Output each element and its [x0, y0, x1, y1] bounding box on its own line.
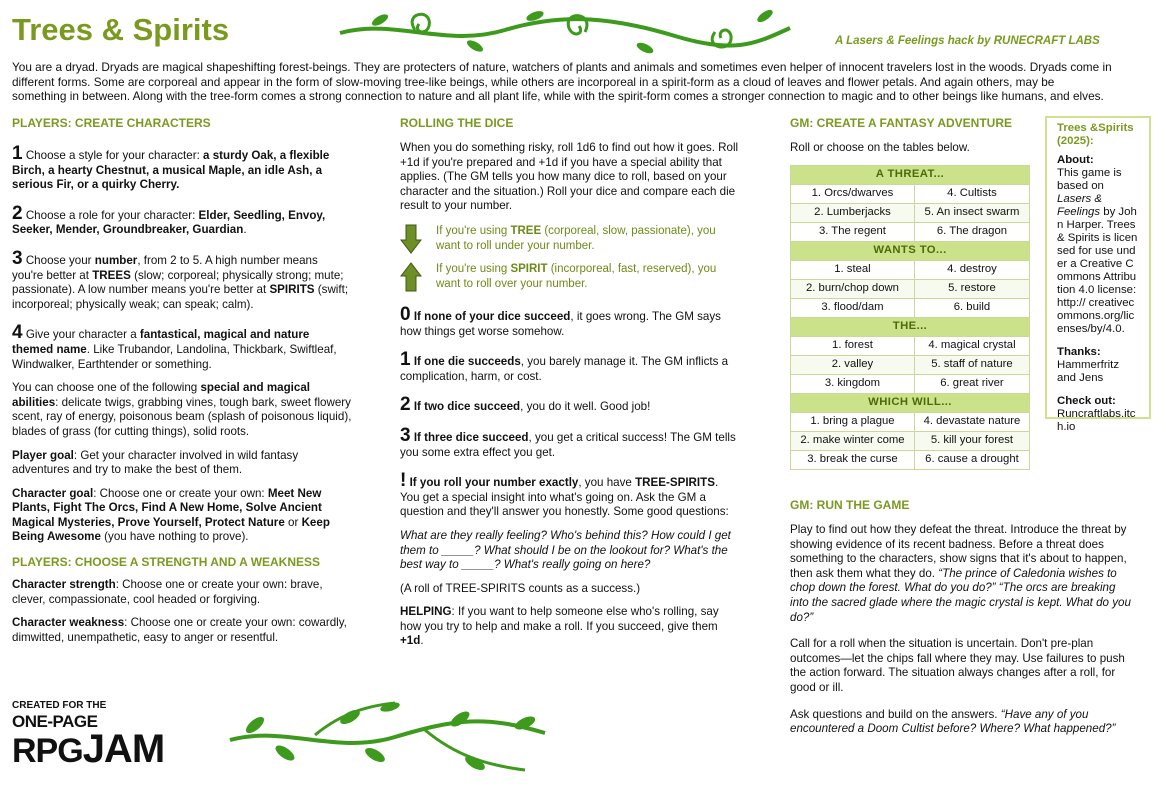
thanks-label: Thanks:: [1057, 346, 1101, 358]
arrow-up-icon: [400, 262, 422, 292]
run-paragraph-2: Call for a roll when the situation is uncertain. Don't pre-plan outcomes—let the chips fall where they may. Use failures to push the action forward. The situation always changes after a roll, for good or ill.: [790, 637, 1125, 694]
character-weakness: Character weakness: Choose one or create your own: cowardly, dimwitted, unempathetic, easy to anger or resentful.: [12, 616, 347, 644]
which-header: WHICH WILL...: [791, 393, 1030, 412]
step-4: 4 Give your character a fantastical, magical and nature themed name. Like Trubandor, Landolina, Thickbark, Swiftleaf, Windwalker, Earthtender or something.: [12, 322, 337, 371]
result-one: 1 If one die succeeds, you barely manage it. The GM inflicts a complication, harm, or cost.: [400, 349, 729, 383]
table-cell: 6. cause a drought: [914, 450, 1029, 469]
table-cell: 2. burn/chop down: [791, 279, 915, 298]
about-label: About:: [1057, 154, 1094, 166]
players-column: [12, 115, 352, 654]
table-cell: 3. The regent: [791, 222, 915, 241]
result-two: 2 If two dice succeed, you do it well. Good job!: [400, 394, 651, 416]
dice-intro: When you do something risky, roll 1d6 to find out how it goes. Roll +1d if you're prepared and +1d if you have a special ability that applies. (The GM tells you how many dice to roll, based on your character and the situation.) Roll your dice and compare each die result to your number.: [400, 141, 739, 213]
character-goal: Character goal: Choose one or create your own: Meet New Plants, Fight The Orcs, Find A New Home, Solve Ancient Magical Mysteries, Prove Yourself, Protect Nature or Keep Being Awesome (you have nothing to prove).: [12, 486, 330, 544]
gm-intro: Roll or choose on the tables below.: [790, 141, 970, 154]
run-game-section: [790, 497, 1135, 746]
thanks-text: Hammerfritz and Jens: [1057, 359, 1120, 384]
helping-rule: HELPING: If you want to help someone else who's rolling, say how you try to help and make a roll. If you succeed, give them +1d.: [400, 605, 719, 648]
intro-paragraph: You are a dryad. Dryads are magical shapeshifting forest-beings. They are protecters of nature, watchers of plants and animals and sometimes even helper of innocent travelers lost in the woods. Dryads come in different forms. Some are corporeal and appear in the form of slow-moving tree-like beings, while others are incorporeal in a spirit-form as a cloud of leaves and flower petals. And again others, may be something in between. Along with the tree-form comes a strong connection to nature and all plant life, while with the spirit-form comes a stronger connection to magic and to other beings like humans, and elves.: [12, 60, 1112, 104]
tree-rule: If you're using TREE (corporeal, slow, passionate), you want to roll under your number.: [400, 224, 740, 256]
table-cell: 5. restore: [914, 279, 1029, 298]
character-strength: Character strength: Choose one or create your own: brave, clever, compassionate, cool headed or forgiving.: [12, 578, 323, 606]
run-game-heading: GM: RUN THE GAME: [790, 498, 910, 512]
spirit-rule: If you're using SPIRIT (incorporeal, fast, reserved), you want to roll over your number.: [400, 262, 740, 294]
table-cell: 6. The dragon: [914, 222, 1029, 241]
wants-header: WANTS TO...: [791, 241, 1030, 260]
run-paragraph-3: Ask questions and build on the answers. “Have any of you encountered a Doom Cultist before? Where? What happened?”: [790, 707, 1116, 736]
table-cell: 5. kill your forest: [914, 431, 1029, 450]
table-cell: 4. Cultists: [914, 184, 1029, 203]
table-cell: 6. build: [914, 298, 1029, 317]
table-cell: 1. bring a plague: [791, 412, 915, 431]
vine-decoration-top: [335, 8, 795, 58]
tree-spirits-note: (A roll of TREE-SPIRITS counts as a success.): [400, 581, 641, 595]
dice-column: [400, 115, 740, 658]
step-1: 1 Choose a style for your character: a sturdy Oak, a flexible Birch, a hearty Chestnut, a musical Maple, an idle Ash, a serious Fir, or a quirky Cherry.: [12, 143, 330, 192]
table-cell: 3. flood/dam: [791, 298, 915, 317]
table-cell: 6. great river: [914, 374, 1029, 393]
step-2: 2 Choose a role for your character: Elder, Seedling, Envoy, Seeker, Mender, Groundbreaker, Guardian.: [12, 202, 326, 237]
credits-box: [1045, 116, 1151, 433]
threat-header: A THREAT...: [791, 165, 1030, 184]
the-header: THE...: [791, 317, 1030, 336]
arrow-down-icon: [400, 224, 422, 254]
table-cell: 4. devastate nature: [914, 412, 1029, 431]
subtitle: A Lasers & Feelings hack by RUNECRAFT LABS: [835, 35, 1100, 47]
abilities: You can choose one of the following special and magical abilities: delicate twigs, grabbing vines, tough bark, sweet flowery scent, ray of energy, poisonous beam (splash of poisonous liquid), blades of grass (for cutting things), solid roots.: [12, 381, 352, 438]
rpg-jam-badge: CREATED FOR THE ONE-PAGE RPGJAM: [12, 700, 165, 771]
table-cell: 2. Lumberjacks: [791, 203, 915, 222]
page-title: Trees & Spirits: [12, 12, 230, 47]
strength-weakness-heading: PLAYERS: CHOOSE A STRENGTH AND A WEAKNESS: [12, 555, 321, 570]
adventure-table: [790, 165, 1030, 470]
good-questions: What are they really feeling? Who's behind this? How could I get them to _____? What should I be on the lookout for? What's the best way to _____? What's really going on here?: [400, 528, 731, 572]
table-cell: 4. destroy: [914, 260, 1029, 279]
dice-heading: ROLLING THE DICE: [400, 116, 514, 130]
table-cell: 3. break the curse: [791, 450, 915, 469]
players-heading: PLAYERS: CREATE CHARACTERS: [12, 116, 211, 130]
table-cell: 3. kingdom: [791, 374, 915, 393]
table-cell: 1. forest: [791, 336, 915, 355]
run-paragraph-1: Play to find out how they defeat the threat. Introduce the threat by showing evidence of its recent badness. Before a threat does something to the characters, show signs that it's about to happen, then ask them what they do. “The prince of Caledonia wishes to chop down the forest. What do you do?” “The orcs are breaking into the sacred glade where the magic crystal is kept. What do you do?”: [790, 523, 1131, 624]
result-three: 3 If three dice succeed, you get a critical success! The GM tells you some extra effect you get.: [400, 424, 736, 459]
table-cell: 1. steal: [791, 260, 915, 279]
vine-decoration-bottom: [225, 695, 550, 780]
table-cell: 1. Orcs/dwarves: [791, 184, 915, 203]
gm-column: [790, 115, 1030, 470]
check-out-label: Check out:: [1057, 395, 1116, 407]
check-out-link[interactable]: Runcraftlabs.itch.io: [1057, 408, 1136, 433]
credits-title: Trees &Spirits (2025):: [1057, 122, 1134, 147]
about-text: This game is based on Lasers & Feelings by John Harper. Trees & Spirits is licensed for use under a Creative Commons Attribution 4.0 license: http:// creativecommons.org/licenses/by/4.0.: [1057, 167, 1138, 335]
table-cell: 2. valley: [791, 355, 915, 374]
player-goal: Player goal: Get your character involved in wild fantasy adventures and try to make the best of them.: [12, 448, 299, 477]
result-exact: ! If you roll your number exactly, you have TREE-SPIRITS. You get a special insight into what's going on. Ask the GM a question and they'll answer you honestly. Some good questions:: [400, 470, 729, 519]
table-cell: 4. magical crystal: [914, 336, 1029, 355]
table-cell: 2. make winter come: [791, 431, 915, 450]
gm-heading: GM: CREATE A FANTASY ADVENTURE: [790, 116, 1013, 130]
step-3: 3 Choose your number, from 2 to 5. A high number means you're better at TREES (slow; corporeal; physically strong; mute; passionate). A low number means you're better at SPIRITS (swift; incorporeal; physically weak; can speak; calm).: [12, 247, 349, 311]
result-zero: 0 If none of your dice succeed, it goes wrong. The GM says how things get worse somehow.: [400, 303, 721, 338]
table-cell: 5. staff of nature: [914, 355, 1029, 374]
table-cell: 5. An insect swarm: [914, 203, 1029, 222]
